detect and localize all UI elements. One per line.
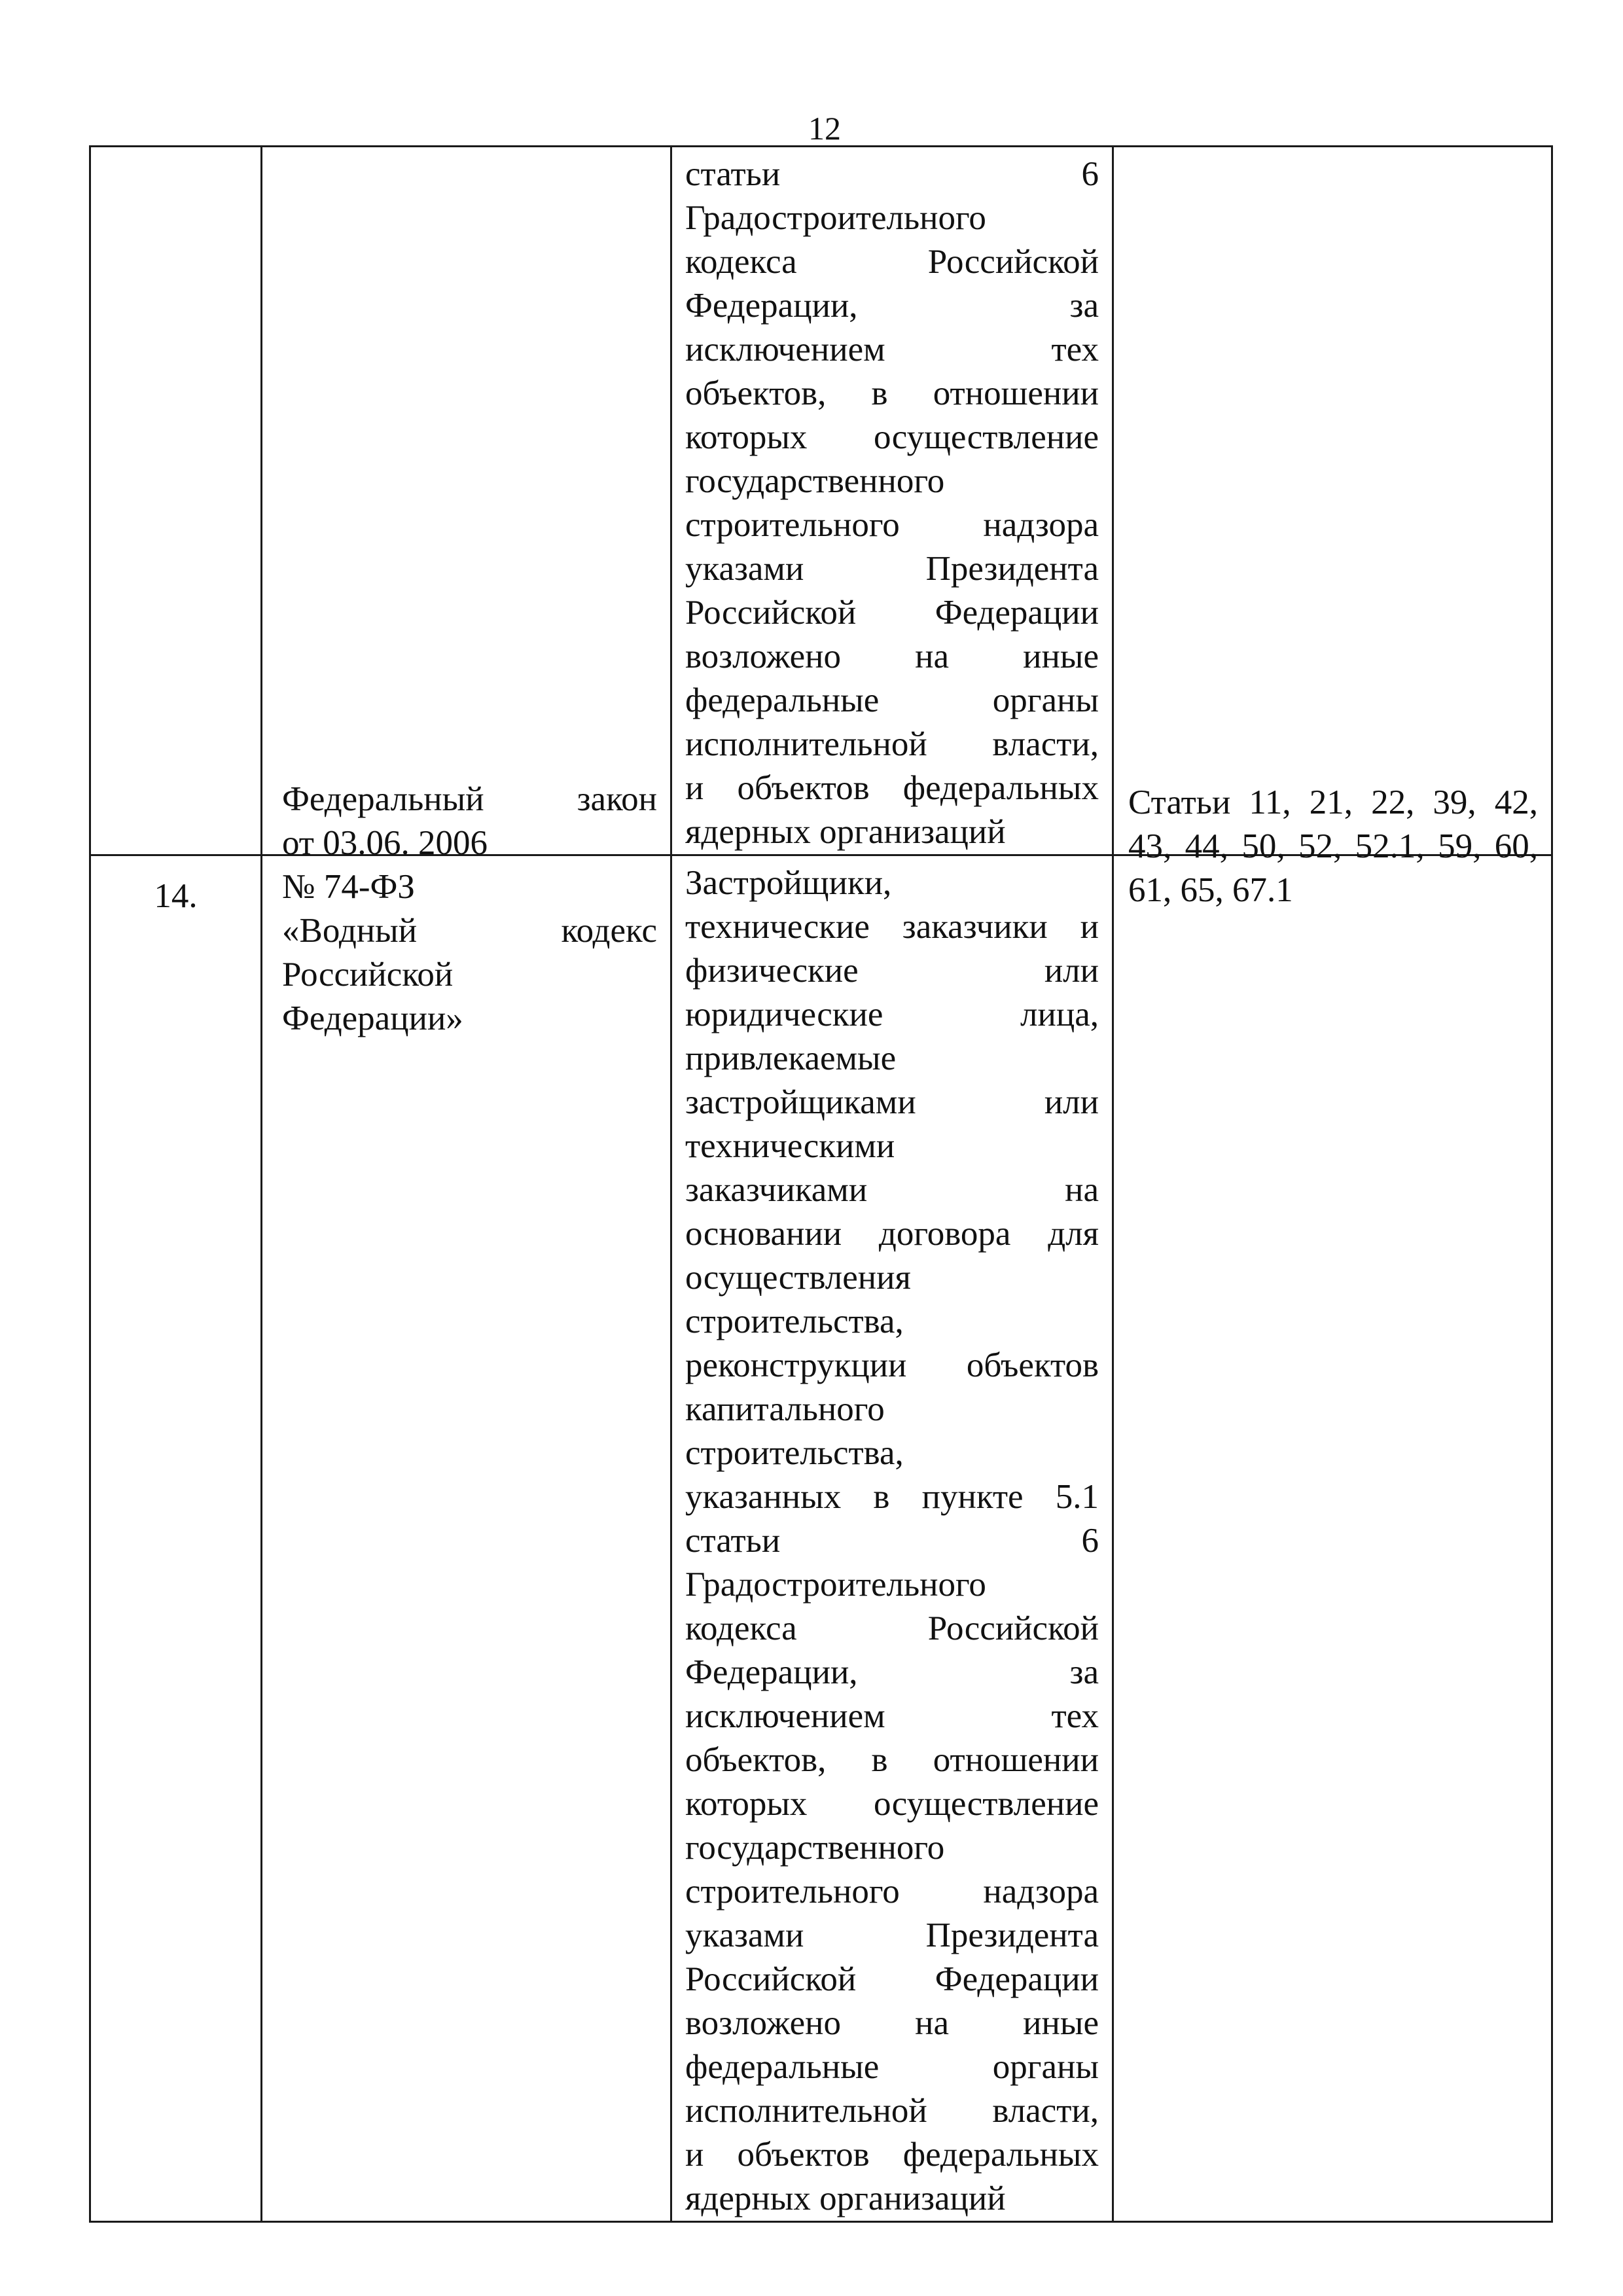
law-line: Федеральный закон bbox=[282, 780, 657, 818]
table-row bbox=[90, 147, 1552, 855]
subjects-text bbox=[672, 147, 1112, 854]
subjects-line: основании договора для bbox=[685, 1215, 1099, 1253]
subjects-line: статьи 6 bbox=[685, 1522, 1099, 1560]
law-text bbox=[262, 778, 670, 1041]
subjects-line: физические или bbox=[685, 952, 1099, 990]
subjects-line: исполнительной власти, bbox=[685, 725, 1099, 763]
subjects-line: кодекса Российской bbox=[685, 243, 1099, 281]
subjects-line: технические заказчики и bbox=[685, 908, 1099, 946]
subjects-line: и объектов федеральных bbox=[685, 769, 1099, 807]
row-number: 14. bbox=[154, 877, 198, 915]
subjects-line: строительного надзора bbox=[685, 506, 1099, 544]
subjects-line: указанных в пункте 5.1 bbox=[685, 1478, 1099, 1516]
subjects-line: возложено на иные bbox=[685, 2004, 1099, 2042]
subjects-line: федеральные органы bbox=[685, 681, 1099, 719]
subjects-line: указами Президента bbox=[685, 550, 1099, 588]
subjects-line: привлекаемые bbox=[685, 1039, 897, 1077]
subjects-line: Застройщики, bbox=[685, 864, 892, 902]
law-line: «Водный кодекс bbox=[282, 912, 657, 950]
subjects-cell bbox=[671, 855, 1113, 2222]
subjects-line: Федерации, за bbox=[685, 1653, 1099, 1691]
row-number-cell bbox=[90, 147, 262, 855]
subjects-line: техническими bbox=[685, 1127, 895, 1165]
subjects-line: исключением тех bbox=[685, 1697, 1099, 1735]
subjects-line: строительства, bbox=[685, 1434, 904, 1472]
subjects-line: исполнительной власти, bbox=[685, 2092, 1099, 2130]
law-cell bbox=[262, 147, 671, 855]
subjects-line: заказчиками на bbox=[685, 1171, 1099, 1209]
subjects-line: которых осуществление bbox=[685, 418, 1099, 456]
law-line: Российской bbox=[282, 956, 454, 994]
subjects-line: объектов, в отношении bbox=[685, 374, 1099, 412]
subjects-cell bbox=[671, 147, 1113, 855]
subjects-line: Российской Федерации bbox=[685, 1960, 1099, 1998]
subjects-line: возложено на иные bbox=[685, 637, 1099, 675]
row-number-cell bbox=[90, 855, 262, 2222]
law-line: № 74-ФЗ bbox=[282, 868, 415, 906]
subjects-line: ядерных организаций bbox=[685, 2179, 1006, 2217]
subjects-line: Градостроительного bbox=[685, 1566, 986, 1604]
subjects-text bbox=[672, 856, 1112, 2221]
subjects-line: исключением тех bbox=[685, 331, 1099, 368]
subjects-line: федеральные органы bbox=[685, 2048, 1099, 2086]
law-line: от 03.06. 2006 bbox=[282, 824, 488, 862]
subjects-line: строительного надзора bbox=[685, 1873, 1099, 1910]
subjects-line: Российской Федерации bbox=[685, 594, 1099, 632]
subjects-line: государственного bbox=[685, 1829, 945, 1867]
subjects-line: строительства, bbox=[685, 1302, 904, 1340]
subjects-line: кодекса Российской bbox=[685, 1609, 1099, 1647]
table-row bbox=[90, 855, 1552, 2222]
articles-cell bbox=[1113, 783, 1552, 2222]
law-line: Федерации» bbox=[282, 999, 463, 1037]
subjects-line: юридические лица, bbox=[685, 996, 1099, 1033]
subjects-line: указами Президента bbox=[685, 1916, 1099, 1954]
subjects-line: реконструкции объектов bbox=[685, 1346, 1099, 1384]
subjects-line: Градостроительного bbox=[685, 199, 986, 237]
page-number: 12 bbox=[808, 110, 841, 147]
articles-text: Статьи 11, 21, 22, 39, 42, 43, 44, 50, 52, 52.1, 59, 60, 61, 65, 67.1 bbox=[1128, 783, 1538, 909]
subjects-line: ядерных организаций bbox=[685, 813, 1006, 851]
subjects-line: капитального bbox=[685, 1390, 885, 1428]
subjects-line: Федерации, за bbox=[685, 287, 1099, 325]
subjects-line: и объектов федеральных bbox=[685, 2136, 1099, 2174]
subjects-line: статьи 6 bbox=[685, 155, 1099, 193]
regulation-table bbox=[89, 145, 1553, 2223]
articles-cell bbox=[1113, 147, 1552, 855]
law-cell bbox=[262, 780, 671, 2222]
subjects-line: осуществления bbox=[685, 1259, 911, 1297]
subjects-line: государственного bbox=[685, 462, 945, 500]
subjects-line: объектов, в отношении bbox=[685, 1741, 1099, 1779]
subjects-line: которых осуществление bbox=[685, 1785, 1099, 1823]
subjects-line: застройщиками или bbox=[685, 1083, 1099, 1121]
